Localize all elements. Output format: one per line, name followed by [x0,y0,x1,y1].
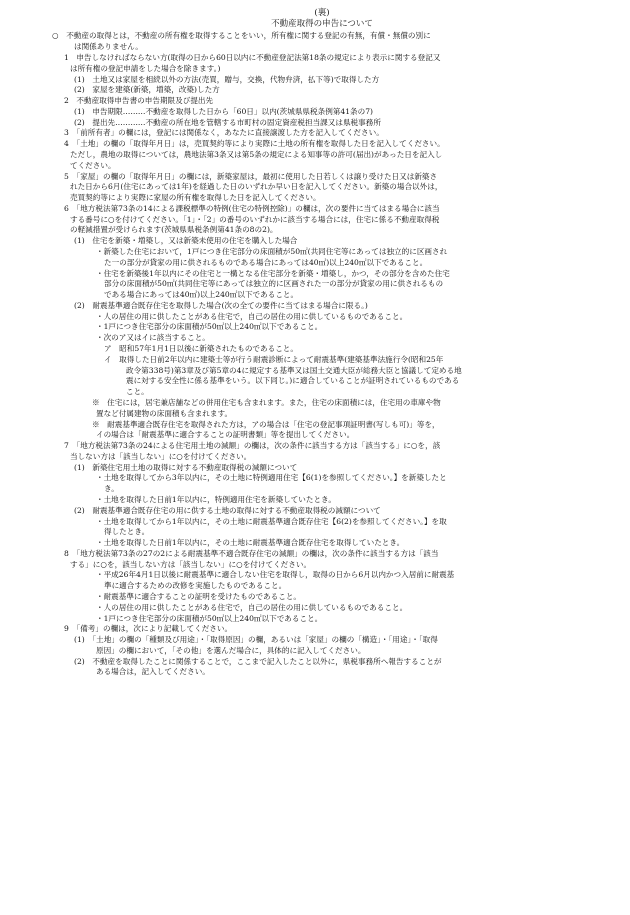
text-line: 6 「地方税法第73条の14による課税標準の特例(住宅の特例控除)」の欄は，次の要件に当てはまる場合に該当 [64,203,440,213]
text-line: 部分の床面積が50㎡(共同住宅等にあっては独立的に区画された一の部分が貸家の用に供されるもの [104,279,444,289]
text-line: ・土地を取得してから1年以内に，その土地に耐震基準適合既存住宅【6(2)を参照してください。】を取 [96,516,447,526]
text-line: (2) 耐震基準適合既存住宅の用に供する土地の取得に対する不動産取得税の減額について [74,505,381,515]
text-line: 9 「備考」の欄は，次により記載してください。 [64,624,233,634]
text-line: ・土地を取得した日前1年以内に，特例適用住宅を新築していたとき。 [96,494,336,504]
text-line: ・土地を取得してから3年以内に，その土地に特例適用住宅【6(1)を参照してください。】を新築したと [96,473,447,483]
side-label: (裏) [314,8,330,18]
text-line: 得したとき。 [104,527,150,537]
text-line: ・人の居住の用に供したことがある住宅で，自己の居住の用に供しているものであること。 [96,311,408,321]
text-line: (2) 不動産を取得したことに関係することで，ここまで記入したこと以外に，県税事務所へ報告することが [74,656,442,666]
text-line: てください。 [70,160,116,170]
text-line: 2 不動産取得申告書の申告期限及び提出先 [64,96,214,106]
text-line: である場合にあっては40㎡)以上240㎡以下であること。 [104,290,299,300]
text-line: 3 「前所有者」の欄には，登記には関係なく，あなたに直接譲渡した方を記入してください。 [64,128,384,138]
text-line: 震に対する安全性に係る基準をいう。以下同じ。)に適合していることが証明されているものである [126,376,460,386]
text-line: 準に適合するための改修を実施したものであること。 [104,581,287,591]
text-line: ある場合は，記入してください。 [96,667,210,677]
text-line: (1) 土地又は家屋を相続以外の方法(売買，贈与，交換，代物弁済，払下等)で取得した方 [74,74,380,84]
text-line: ・1戸につき住宅部分の床面積が50㎡以上240㎡以下であること。 [96,613,323,623]
text-line: 当しない方は「該当しない」に○を付けてください。 [70,451,252,461]
text-line: 8 「地方税法第73条の27の2による耐震基準不適合既存住宅の減額」の欄は，次の条件に該当する方は「該当 [64,548,439,558]
text-line: ○ 不動産の取得とは，不動産の所有権を取得することをいい，所有権に関する登記の有無，有償・無償の別に [52,31,431,41]
text-line: き。 [104,484,119,494]
text-line: (2) 耐震基準適合既存住宅を取得した場合(次の全ての要件に当てはまる場合に限る。) [74,300,368,310]
text-line: ただし，農地の取得については，農地法第3条又は第5条の規定による知事等の許可(届出)があった日を記入し [70,149,443,159]
text-line: ※ 耐震基準適合既存住宅を取得された方は，アの場合は「住宅の登記事項証明書(写しも可)」等を， [92,419,440,429]
text-line: ・耐震基準に適合することの証明を受けたものであること。 [96,592,302,601]
text-line: イ 取得した日前2年以内に建築士等が行う耐震診断によって耐震基準(建築基準法施行令(昭和25年 [104,354,444,364]
text-line: (1) 申告期限………不動産を取得した日から「60日」以内(茨城県県税条例第41条の7) [74,106,374,116]
text-line: する」に○を，該当しない方は「該当しない」に○を付けてください。 [70,559,312,569]
text-line: (1) 住宅を新築・増築し，又は新築未使用の住宅を購入した場合 [74,236,298,246]
text-line: ・1戸につき住宅部分の床面積が50㎡以上240㎡以下であること。 [96,322,323,332]
text-line: ・新築した住宅において，1戸につき住宅部分の床面積が50㎡(共同住宅等にあっては独立的に区画され [96,247,448,256]
text-line: 原因」の欄において，「その他」を選んだ場合に，具体的に記入してください。 [96,645,366,655]
text-line: の軽減措置が受けられます(茨城県県税条例第41条の8の2)。 [70,225,278,235]
text-line: ・次のア又はイに該当すること。 [96,333,210,343]
text-line: イの場合は「耐震基準に適合することの証明書類」等を提出してください。 [96,430,355,440]
text-line: ア 昭和57年1月1日以後に新築されたものであること。 [104,344,298,354]
notice-body [52,31,592,678]
text-line: 5 「家屋」の欄の「取得年月日」の欄には，新築家屋は，最初に使用した日若しくは譲り受けた日又は新築さ [64,171,438,181]
text-line: 置など付属建物の床面積も含まれます。 [96,408,233,418]
page-title: 不動産取得の申告について [271,19,373,30]
text-line: た一の部分が貸家の用に供されるものである場合にあっては40㎡)以上240㎡以下であること。 [104,257,428,267]
text-line: (1) 新築住宅用土地の取得に対する不動産取得税の減額について [74,462,298,472]
text-line: は所有権の登記申請をした場合を除きます。) [70,63,221,73]
text-line: 1 申告しなければならない方(取得の日から60日以内に不動産登記法第18条の規定により表示に関する登記又 [64,52,441,62]
text-line: ・土地を取得した日前1年以内に，その土地に耐震基準適合既存住宅を取得していたとき。 [96,538,405,548]
text-line: (1) 「土地」の欄の「種類及び用途」・「取得原因」の欄，あるいは「家屋」の欄の「構造」・「用途」・「取得 [74,635,438,645]
text-line: (2) 家屋を建築(新築，増築，改築)した方 [74,85,220,95]
notice-page [52,8,592,678]
text-line: 7 「地方税法第73条の24による住宅用土地の減額」の欄は，次の条件に該当する方は「該当する」に○を，該 [64,441,441,451]
text-line: ・平成26年4月1日以後に耐震基準に適合しない住宅を取得し，取得の日から6月以内かつ入居前に耐震基 [96,570,455,580]
text-line: こと。 [126,387,149,397]
text-line: ※ 住宅には，居宅兼店舗などの併用住宅も含まれます。また，住宅の床面積には，住宅用の車庫や物 [92,397,441,407]
text-line: する番号に○を付けてください。「1」・「2」の番号のいずれかに該当する場合には，住宅に係る不動産取得税 [70,214,440,224]
text-line: ・住宅を新築後1年以内にその住宅と一構となる住宅部分を新築・増築し，かつ，その部分を含めた住宅 [96,268,450,278]
text-line: れた日から6月(住宅にあっては1年)を経過した日のいずれか早い日を記入してください。新築の場合以外は， [70,182,443,192]
text-line: ・人の居住の用に供したことがある住宅で，自己の居住の用に供しているものであること。 [96,602,408,612]
text-line: は関係ありません。 [74,42,143,52]
text-line: 4 「土地」の欄の「取得年月日」は，売買契約等により実際に土地の所有権を取得した日を記入してください。 [64,139,445,149]
text-line: (2) 提出先…………不動産の所在地を管轄する市町村の固定資産税担当課又は県税事務所 [74,117,381,127]
text-line: 売買契約等により実際に家屋の所有権を取得した日を記入してください。 [70,193,321,203]
text-line: 政令第338号)第3章及び第5章の4に規定する基準又は国土交通大臣が総務大臣と協議して定める地 [126,365,462,375]
